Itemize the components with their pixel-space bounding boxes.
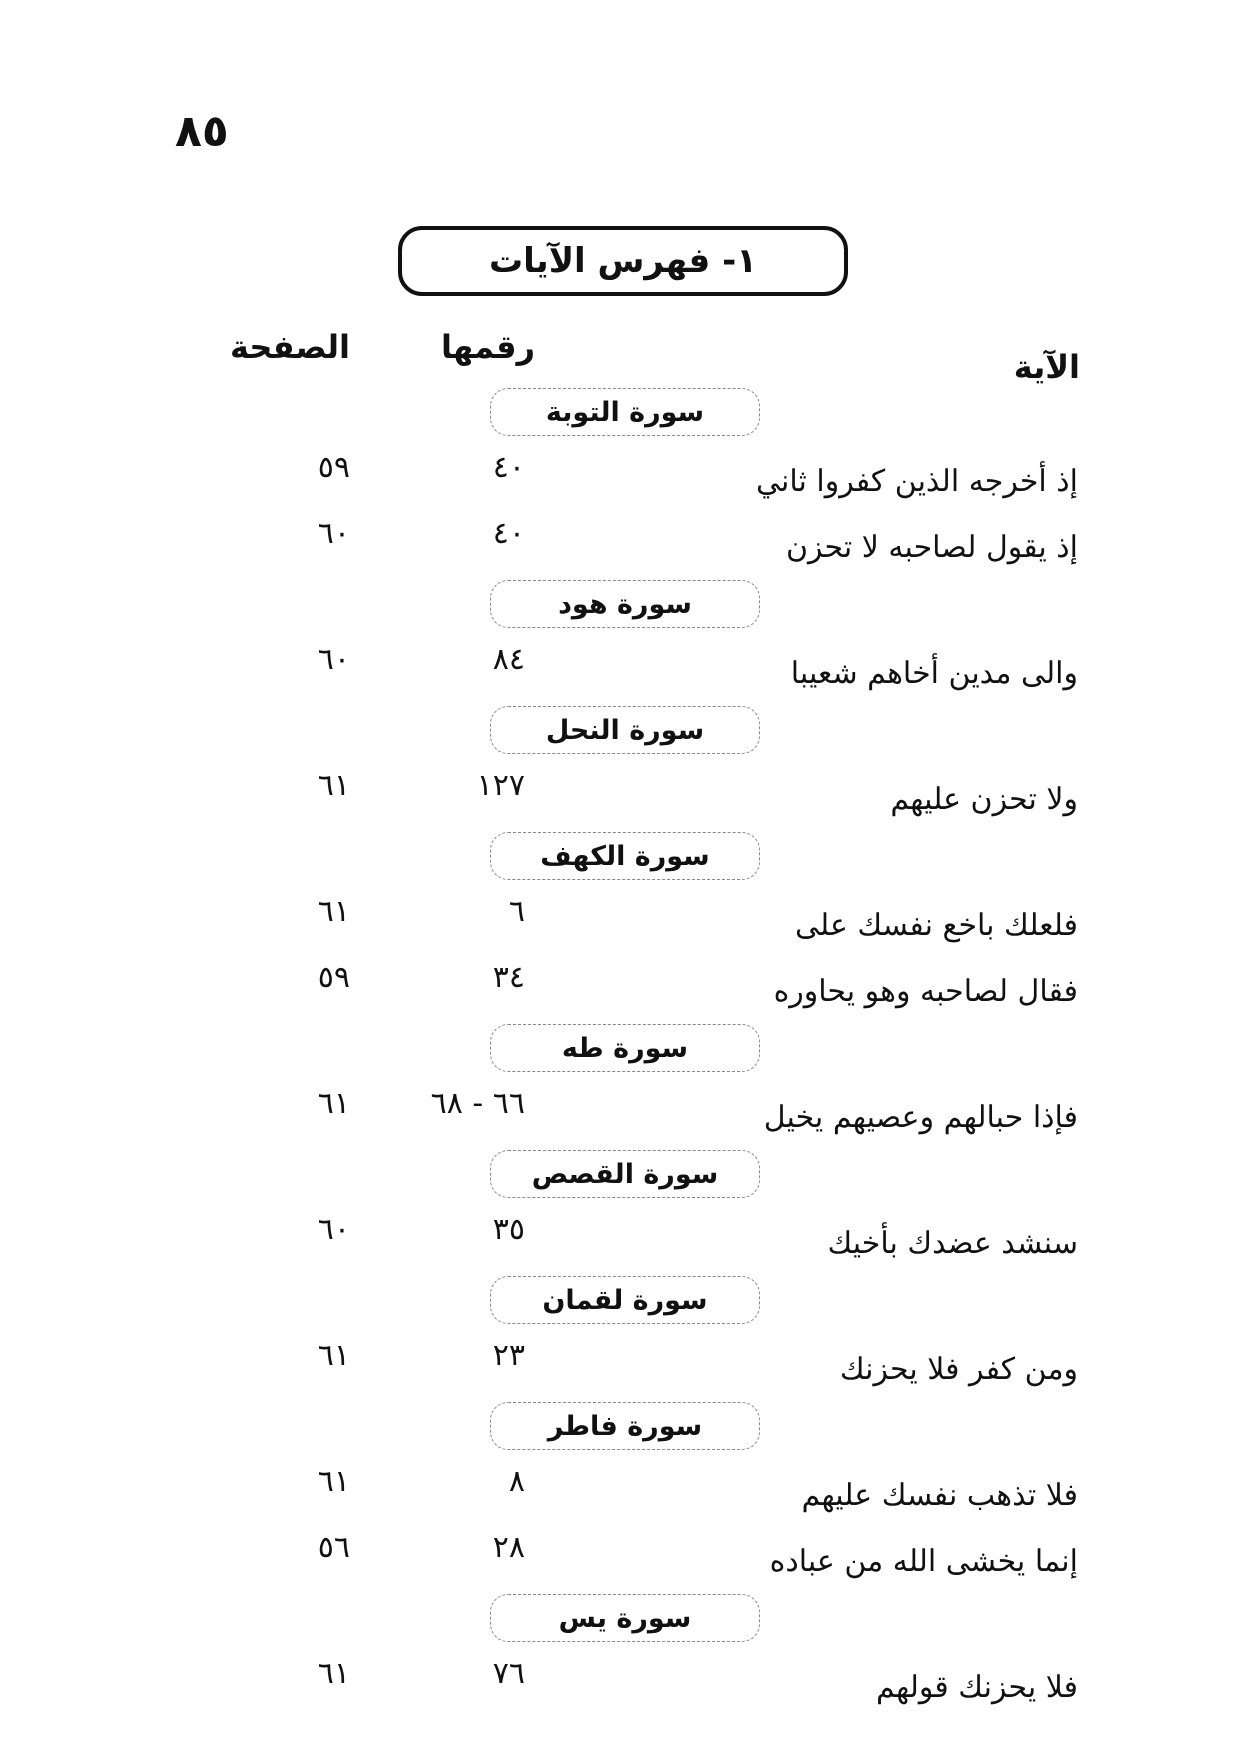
verse-number: ٣٥ [492, 1212, 525, 1247]
surah-name: سورة التوبة [490, 388, 760, 436]
surah-heading [0, 1594, 1240, 1644]
index-entry [0, 1650, 1240, 1716]
page-reference: ٦١ [317, 1464, 350, 1499]
verse-number: ٦ [508, 894, 525, 929]
verse-text: إنما يخشى الله من عباده [769, 1544, 1078, 1579]
surah-heading [0, 580, 1240, 630]
page-reference: ٦٠ [317, 516, 350, 551]
page-reference: ٥٩ [317, 960, 350, 995]
surah-name: سورة القصص [490, 1150, 760, 1198]
verse-number: ٦٦ - ٦٨ [430, 1086, 525, 1121]
verse-column-header: الآية [1013, 348, 1080, 386]
verse-number: ٤٠ [492, 450, 525, 485]
index-entry [0, 510, 1240, 576]
index-entry [0, 1458, 1240, 1524]
page-reference: ٦١ [317, 768, 350, 803]
page-reference: ٥٦ [317, 1530, 350, 1565]
page-reference: ٦١ [317, 894, 350, 929]
index-entry [0, 1332, 1240, 1398]
column-header-row [0, 328, 1240, 388]
index-entry [0, 1524, 1240, 1590]
page-reference: ٦١ [317, 1338, 350, 1373]
verse-text: والى مدين أخاهم شعيبا [790, 656, 1078, 691]
verse-index-table [0, 384, 1240, 1716]
index-entry [0, 762, 1240, 828]
page-column-header: الصفحة [229, 328, 350, 366]
surah-heading [0, 832, 1240, 882]
surah-heading [0, 1150, 1240, 1200]
index-title: ١- فهرس الآيات [398, 226, 848, 296]
verse-text: ومن كفر فلا يحزنك [839, 1352, 1078, 1387]
verse-number: ١٢٧ [476, 768, 525, 803]
verse-text: فلا تذهب نفسك عليهم [801, 1478, 1078, 1513]
surah-name: سورة لقمان [490, 1276, 760, 1324]
surah-name: سورة النحل [490, 706, 760, 754]
surah-heading [0, 1276, 1240, 1326]
page-reference: ٦١ [317, 1656, 350, 1691]
verse-number: ٧٦ [492, 1656, 525, 1691]
verse-text: فإذا حبالهم وعصيهم يخيل [763, 1100, 1078, 1135]
surah-heading [0, 706, 1240, 756]
verse-text: فلا يحزنك قولهم [876, 1670, 1078, 1705]
surah-heading [0, 1024, 1240, 1074]
surah-name: سورة طه [490, 1024, 760, 1072]
page-reference: ٦٠ [317, 642, 350, 677]
page-reference: ٥٩ [317, 450, 350, 485]
verse-number: ٢٨ [492, 1530, 525, 1565]
index-entry [0, 954, 1240, 1020]
page-reference: ٦١ [317, 1086, 350, 1121]
verse-number: ٢٣ [492, 1338, 525, 1373]
surah-heading [0, 1402, 1240, 1452]
index-entry [0, 888, 1240, 954]
verse-number: ٨٤ [492, 642, 525, 677]
verse-number: ٣٤ [492, 960, 525, 995]
index-entry [0, 444, 1240, 510]
surah-name: سورة يس [490, 1594, 760, 1642]
verse-number: ٤٠ [492, 516, 525, 551]
page-reference: ٦٠ [317, 1212, 350, 1247]
verse-text: ولا تحزن عليهم [890, 782, 1078, 817]
verse-number: ٨ [508, 1464, 525, 1499]
verse-text: سنشد عضدك بأخيك [827, 1226, 1078, 1261]
surah-name: سورة فاطر [490, 1402, 760, 1450]
page-number: ٨٥ [175, 106, 229, 157]
verse-text: إذ أخرجه الذين كفروا ثاني [756, 464, 1078, 499]
verse-text: فلعلك باخع نفسك على [795, 908, 1078, 943]
index-entry [0, 636, 1240, 702]
index-entry [0, 1080, 1240, 1146]
surah-name: سورة هود [490, 580, 760, 628]
verse-text: إذ يقول لصاحبه لا تحزن [785, 530, 1078, 565]
number-column-header: رقمها [441, 328, 535, 366]
index-entry [0, 1206, 1240, 1272]
verse-text: فقال لصاحبه وهو يحاوره [773, 974, 1078, 1009]
surah-name: سورة الكهف [490, 832, 760, 880]
surah-heading [0, 388, 1240, 438]
